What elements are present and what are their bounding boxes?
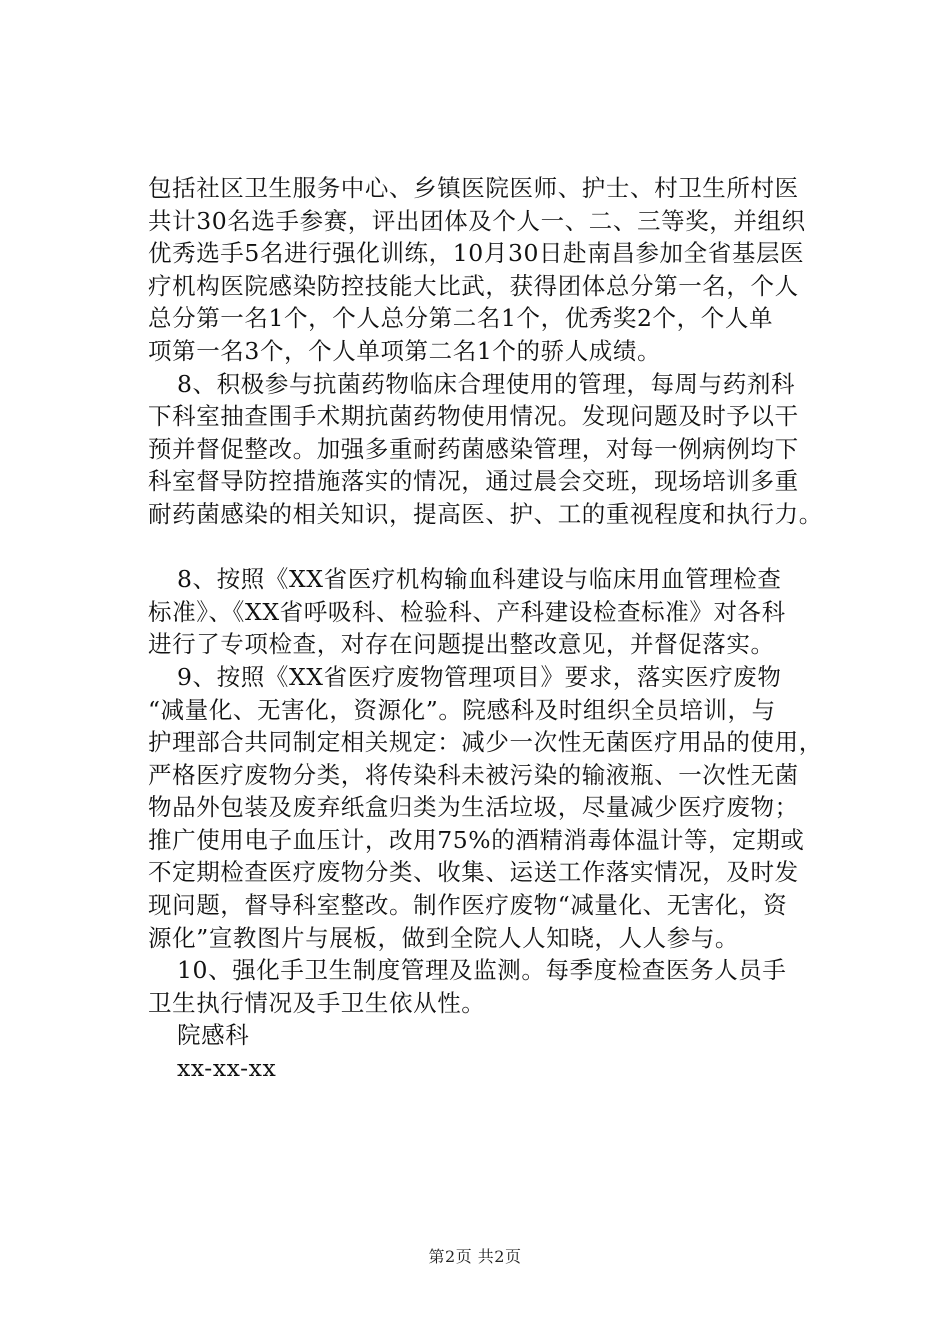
text-line: 标准》、《XX省呼吸科、检验科、产科建设检查标准》对各科 <box>148 597 786 626</box>
text-line: 物品外包装及废弃纸盒归类为生活垃圾，尽量减少医疗废物； <box>148 793 799 822</box>
page-footer: 第2页 共2页 <box>428 1247 522 1266</box>
text-line: 护理部合共同制定相关规定：减少一次性无菌医疗用品的使用， <box>148 728 823 757</box>
text-line: 预并督促整改。加强多重耐药菌感染管理，对每一例病例均下 <box>148 434 799 463</box>
text-line: 共计30名选手参赛，评出团体及个人一、二、三等奖，并组织 <box>148 206 806 235</box>
paragraph-start-line: 8、按照《XX省医疗机构输血科建设与临床用血管理检查 <box>177 565 782 594</box>
paragraph-start-line: 9、按照《XX省医疗废物管理项目》要求，落实医疗废物 <box>177 662 782 691</box>
signature-department: 院感科 <box>177 1021 250 1050</box>
text-line: “减量化、无害化，资源化”。院感科及时组织全员培训，与 <box>148 695 776 724</box>
text-line: 疗机构医院感染防控技能大比武，获得团体总分第一名，个人 <box>148 271 799 300</box>
text-line: 总分第一名1个，个人总分第二名1个，优秀奖2个，个人单 <box>148 304 774 333</box>
text-line: 推广使用电子血压计，改用75%的酒精消毒体温计等，定期或 <box>148 825 805 854</box>
text-line: 项第一名3个，个人单项第二名1个的骄人成绩。 <box>148 336 662 365</box>
text-line: 耐药菌感染的相关知识，提高医、护、工的重视程度和执行力。 <box>148 499 823 528</box>
text-line: 科室督导防控措施落实的情况，通过晨会交班，现场培训多重 <box>148 467 799 496</box>
paragraph-start-line: 8、积极参与抗菌药物临床合理使用的管理，每周与药剂科 <box>177 369 796 398</box>
text-line: 严格医疗废物分类，将传染科未被污染的输液瓶、一次性无菌 <box>148 760 799 789</box>
text-line: 下科室抽查围手术期抗菌药物使用情况。发现问题及时予以干 <box>148 402 799 431</box>
signature-date: xx-xx-xx <box>177 1054 277 1083</box>
text-line: 进行了专项检查，对存在问题提出整改意见，并督促落实。 <box>148 630 775 659</box>
document-body <box>148 172 860 1085</box>
text-line: 现问题，督导科室整改。制作医疗废物“减量化、无害化，资 <box>148 891 788 920</box>
text-line: 包括社区卫生服务中心、乡镇医院医师、护士、村卫生所村医 <box>148 174 799 202</box>
text-line: 源化”宣教图片与展板，做到全院人人知晓，人人参与。 <box>148 923 740 952</box>
text-line: 不定期检查医疗废物分类、收集、运送工作落实情况，及时发 <box>148 858 799 887</box>
text-line: 优秀选手5名进行强化训练，10月30日赴南昌参加全省基层医 <box>148 239 805 268</box>
blank-line <box>148 531 860 564</box>
paragraph-start-line: 10、强化手卫生制度管理及监测。每季度检查医务人员手 <box>177 956 787 985</box>
text-line: 卫生执行情况及手卫生依从性。 <box>148 988 486 1017</box>
